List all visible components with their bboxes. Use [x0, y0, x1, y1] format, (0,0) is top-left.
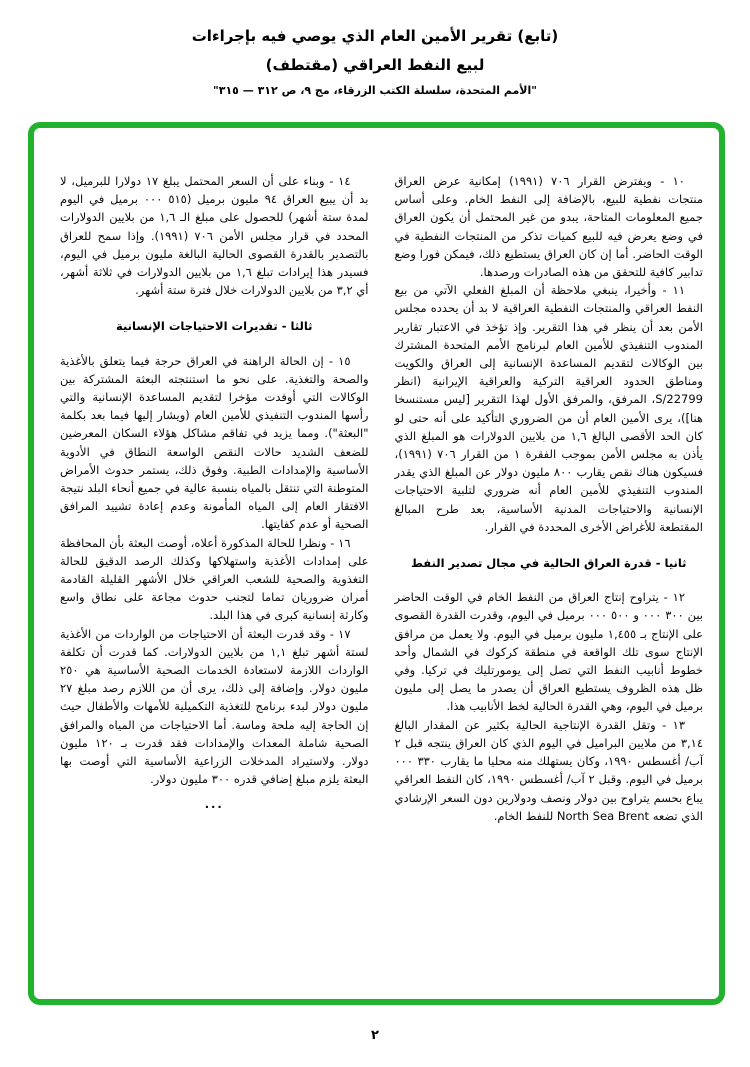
header-title-line1: (تابع) تقرير الأمين العام الذي يوصي فيه بإجراءات — [191, 27, 559, 45]
section-heading-third: ثالثا - تقديرات الاحتياجات الإنسانية — [116, 319, 313, 334]
page-footer — [0, 1024, 750, 1043]
paragraph-12: ١٢ - يتراوح إنتاج العراق من النفط الخام في الوقت الحاضر بين ٣٠٠ ٠٠٠ و ٥٠٠ ٠٠٠ برميل في اليوم، وقدرت القدرة القصوى على الإنتاج بـ ١,٤٥٥ مليون برميل في اليوم. ولا يعمل من مرافق الإنتاج سوى تلك الواقعة في منطقة كركوك في الشمال وأحد خطوط أنابيب النفط التي تصل إلى يومورتليك في تركيا. وفي ظل هذه الظروف يستطيع العراق أن يصدر ما يصل إلى مليون برميل في اليوم، وهي القدرة الحالية لخط الأنابيب هذا. — [394, 590, 704, 714]
page-number: ٢ — [371, 1028, 379, 1043]
header-title-line2: لبيع النفط العراقي (مقتطف) — [265, 56, 485, 74]
column-left — [60, 172, 369, 981]
continuation-ellipsis: ... — [204, 796, 224, 811]
column-right — [395, 172, 704, 981]
paragraph-11: ١١ - وأخيرا، ينبغي ملاحظة أن المبلغ الفعلي الآتي من بيع النفط العراقي والمنتجات النفطية العراقية لا بد أن يحدده مجلس الأمن بعد أن ينظر في هذا التقرير. وإذ تؤخذ في الاعتبار تقارير المندوب التنفيذي للأمين العام لبرنامج الأمم المتحدة المشترك بين الوكالات لتقديم المساعدة الإنسانية إلى العراق والكويت ومناطق الحدود العراقية التركية والعراقية الإيرانية (انظر S/22799، المرفق، والمرفق الأول لهذا التقرير [ليس مستنسخا هنا])، يرى الأمين العام أن من الضروري التأكيد على أنه حتى لو كان الحد الأقصى البالغ ١,٦ من بلايين الدولارات هو المبلغ الذي يأذن به مجلس الأمن بموجب الفقرة ١ من القرار ٧٠٦ (١٩٩١)، فسيكون هناك نقص يقارب ٨٠٠ مليون دولار عن المبلغ الذي يقدر المندوب التنفيذي للأمين العام أنه ضروري لتلبية الاحتياجات الإنسانية والاحتياجات المدنية الأساسية، بعد طرح المبالغ المقتطعة للأغراض الأخرى المحددة في القرار. — [394, 283, 703, 534]
paragraph-15: ١٥ - إن الحالة الراهنة في العراق حرجة فيما يتعلق بالأغذية والصحة والتغذية. على نحو ما استنتجته البعثة المشتركة بين الوكالات التي أوفدت مؤخرا لتقديم المساعدة الإنسانية والتي رأسها المندوب التنفيذي للأمين العام (ويشار إليها فيما بعد بكلمة "البعثة"). ومما يزيد في تفاقم مشاكل هؤلاء السكان المعرضين للضعف الشديد حالات النقص الواسعة النطاق في الأدوية الأساسية والإمدادات الطبية. وفوق ذلك، يستمر حدوث الأمراض المتوطنة التي تنتقل بالمياه بنسبة عالية في جميع أنحاء البلد نتيجة الافتقار العام إلى المياه المأمونة وعدم إعادة تشييد المرافق الصحية أو عدم كفايتها. — [60, 353, 369, 532]
section-heading-second: ثانيا - قدرة العراق الحالية في مجال تصدير النفط — [410, 556, 687, 571]
content-border-box — [28, 122, 725, 1005]
paragraph-17: ١٧ - وقد قدرت البعثة أن الاحتياجات من الواردات من الأغذية لستة أشهر تبلغ ١,١ من بلايين الدولارات. كما قدرت أن تكلفة الواردات اللازمة لاستعادة الخدمات الصحية الأساسية هي ٢٥٠ مليون دولار. وإضافة إلى ذلك، يرى أن من اللازم رصد مبلغ ٢٧ مليون دولار لبدء برنامج للتغذية التكميلية للأمهات والأطفال حيث إن الحاجة إليه ملحة وماسة. أما الاحتياجات من المياه والمرافق الصحية شاملة المعدات والإمدادات فقد قدرت بـ ١٢٠ مليون دولار. ولاستيراد المدخلات الزراعية الأساسية التي أوصت بها البعثة يلزم مبلغ إضافي قدره ٣٠٠ مليون دولار. — [60, 626, 369, 787]
paragraph-13: ١٣ - وتقل القدرة الإنتاجية الحالية بكثير عن المقدار البالغ ٣,١٤ من ملايين البراميل في اليوم الذي كان العراق ينتجه قبل ٢ آب/ أغسطس ١٩٩٠، وكان يستهلك منه محليا ما يقارب ٣٣٠ ٠٠٠ برميل في اليوم. وقبل ٢ آب/ أغسطس ١٩٩٠، كان النفط العراقي يباع بحسم يتراوح بين دولار ونصف ودولارين دون السعر الإرشادي الذي تضعه North Sea Brent للنفط الخام. — [394, 717, 704, 823]
paragraph-10: ١٠ - ويفترض القرار ٧٠٦ (١٩٩١) إمكانية عرض العراق منتجات نفطية للبيع، بالإضافة إلى النفط الخام. وعلى أساس جميع المعلومات المتاحة، يبدو من غير المحتمل أن يكون العراق في وضع يعرض فيه للبيع كميات تذكر من المنتجات النفطية في الوقت الحاضر. أما إن كان العراق يستطيع ذلك، فيمكن فورا وضع تدابير كافية للتحقق من هذه الصادرات ورصدها. — [394, 174, 703, 280]
document-header — [0, 0, 750, 97]
paragraph-14: ١٤ - وبناء على أن السعر المحتمل يبلغ ١٧ دولارا للبرميل، لا بد أن يبيع العراق ٩٤ مليون برميل (٥١٥ ٠٠٠ برميل في اليوم لمدة ستة أشهر) للحصول على مبلغ الـ ١,٦ من بلايين الدولارات المحدد في قرار مجلس الأمن ٧٠٦ (١٩٩١). وإذا سمح للعراق بالتصدير بالقدرة القصوى الحالية البالغة مليون برميل في اليوم، فسيدر هذا إيرادات تبلغ ١,٦ من بلايين الدولارات في ثلاثة أشهر، أي ٣,٢ من بلايين الدولارات خلال فترة ستة أشهر. — [60, 174, 369, 298]
paragraph-16: ١٦ - ونظرا للحالة المذكورة أعلاه، أوصت البعثة بأن المحافظة على إمدادات الأغذية واستهلاكها وكذلك الرصد الدقيق للحالة التغذوية والصحية للشعب العراقي خلال الأشهر القليلة القادمة أمران ضروريان تماما لتجنب حدوث مجاعة على نطاق واسع وكارثة إنسانية كبرى في هذا البلد. — [60, 535, 369, 623]
header-source-citation: "الأمم المتحدة، سلسلة الكتب الزرقاء، مج ٩، ص ٣١٢ — ٣١٥" — [213, 84, 537, 97]
